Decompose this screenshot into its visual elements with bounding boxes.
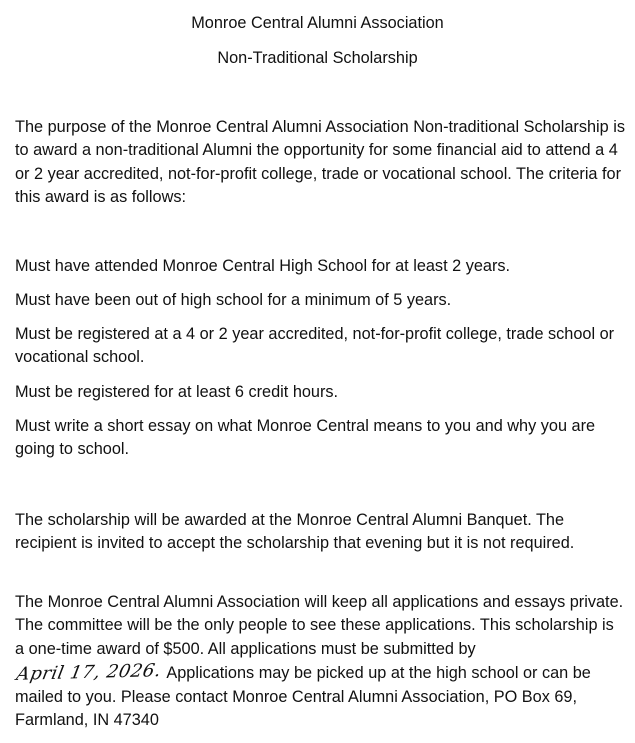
criterion-item: Must have been out of high school for a minimum of 5 years. bbox=[15, 291, 452, 309]
privacy-text-continued: Applications may be picked up at the high school or can be mailed to you. Please contact Monroe Central Alumni Association, PO Box 69, Farmland, IN 47340 bbox=[15, 664, 591, 730]
criterion-item: Must be registered at a 4 or 2 year accredited, not-for-profit college, trade school or vocational school. bbox=[15, 325, 615, 367]
organization-heading: Monroe Central Alumni Association bbox=[191, 14, 444, 32]
privacy-paragraph bbox=[15, 591, 627, 732]
banquet-paragraph: The scholarship will be awarded at the Monroe Central Alumni Banquet. The recipient is invited to accept the scholarship that evening but it is not required. bbox=[15, 511, 575, 553]
criterion-item: Must be registered for at least 6 credit hours. bbox=[15, 383, 339, 401]
privacy-text: The Monroe Central Alumni Association will keep all applications and essays private. The committee will be the only people to see these applications. This scholarship is a one-time award of $500. All applications must be submitted by bbox=[15, 593, 624, 658]
intro-paragraph: The purpose of the Monroe Central Alumni Association Non-traditional Scholarship is to award a non-traditional Alumni the opportunity for some financial aid to attend a 4 or 2 year accredited, not-for-profit college, trade or vocational school. The criteria for this award is as follows: bbox=[15, 118, 625, 207]
criterion-item: Must write a short essay on what Monroe Central means to you and why you are going to school. bbox=[15, 417, 596, 459]
handwritten-deadline: April 17, 2026. bbox=[14, 660, 164, 686]
scholarship-title: Non-Traditional Scholarship bbox=[217, 49, 418, 67]
criterion-item: Must have attended Monroe Central High School for at least 2 years. bbox=[15, 257, 511, 275]
